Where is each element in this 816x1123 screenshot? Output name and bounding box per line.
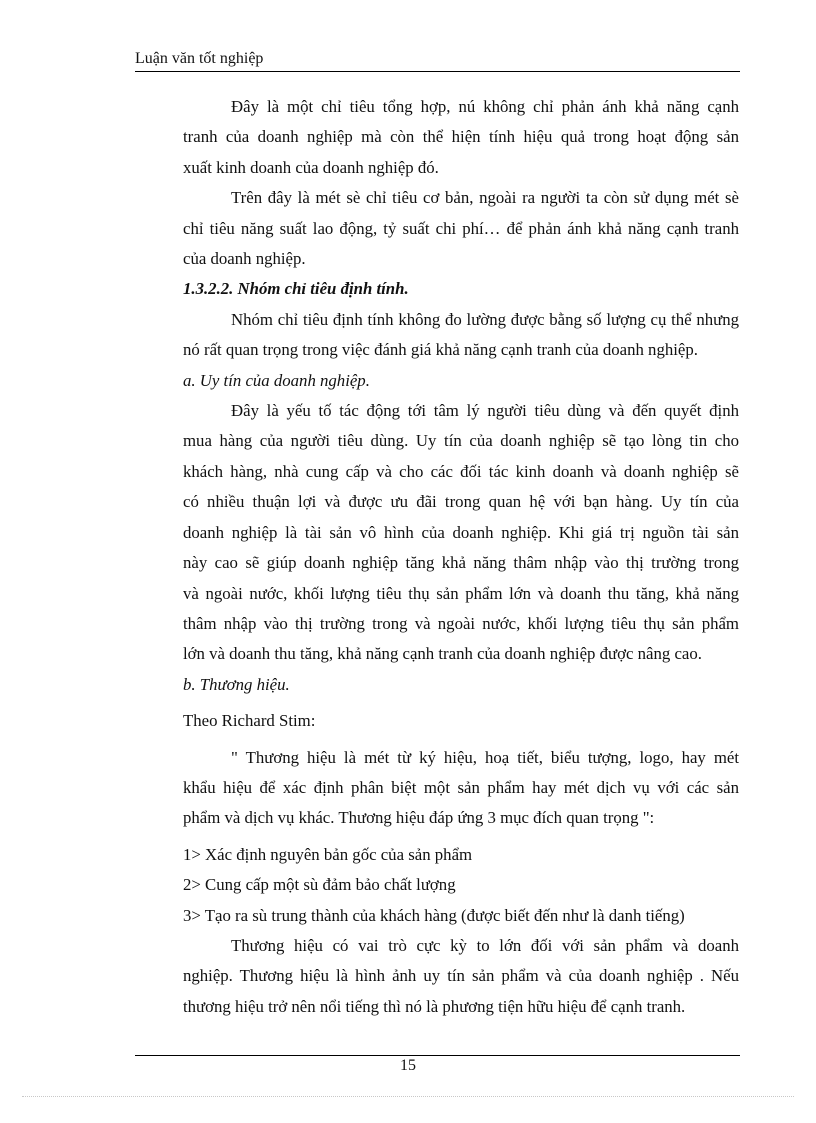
text-line: khách hàng, nhà cung cấp và cho các đối tác kinh doanh và doanh nghiệp sẽ — [183, 461, 739, 481]
text-line: Trên đây là mét sè chỉ tiêu cơ bản, ngoài ra người ta còn sử dụng mét sè — [231, 188, 739, 208]
text-line: khẩu hiệu để xác định phân biệt một sản phẩm hay mét dịch vụ với các sản — [183, 777, 739, 797]
text-line: mua hàng của người tiêu dùng. Uy tín của doanh nghiệp sẽ tạo lòng tin cho — [183, 431, 739, 451]
text-line: Đây là một chỉ tiêu tổng hợp, nú không chỉ phản ánh khả năng cạnh — [231, 97, 739, 116]
text-line: của doanh nghiệp. — [183, 249, 306, 269]
text-line: này cao sẽ giúp doanh nghiệp tăng khả năng thâm nhập vào thị trường trong — [183, 553, 739, 573]
page-number: 15 — [400, 1057, 416, 1074]
text-line: Đây là yếu tố tác động tới tâm lý người tiêu dùng và đến quyết định — [231, 401, 739, 421]
text-line: tranh của doanh nghiệp mà còn thể hiện tính hiệu quả trong hoạt động sản — [183, 127, 739, 147]
text-line: nghiệp. Thương hiệu là hình ảnh uy tín sản phẩm và của doanh nghiệp . Nếu — [183, 966, 739, 986]
paragraph-brand-role — [135, 931, 739, 1022]
quote-attribution: Theo Richard Stim: — [183, 711, 316, 731]
text-line: " Thương hiệu là mét từ ký hiệu, hoạ tiết, biểu tượng, logo, hay mét — [231, 747, 739, 767]
text-line: xuất kinh doanh của doanh nghiệp đó. — [183, 157, 439, 177]
text-line: lớn và doanh thu tăng, khả năng cạnh tranh của doanh nghiệp được nâng cao. — [183, 644, 702, 664]
page-bottom-border — [22, 1096, 794, 1097]
paragraph-brand-definition — [135, 743, 739, 834]
text-line: và ngoài nước, khối lượng tiêu thụ sản phẩm lớn và doanh thu tăng, khả năng — [183, 583, 739, 603]
brand-purposes-list — [135, 840, 739, 931]
text-line: Thương hiệu có vai trò cực kỳ to lớn đối với sản phẩm và doanh — [231, 935, 739, 955]
text-line: phẩm và dịch vụ khác. Thương hiệu đáp ứng 3 mục đích quan trọng ": — [183, 808, 655, 828]
paragraph-summary-indicator — [135, 92, 739, 183]
list-item: 3> Tạo ra sù trung thành của khách hàng (được biết đến như là danh tiếng) — [183, 905, 685, 925]
text-line: Nhóm chỉ tiêu định tính không đo lường được bằng số lượng cụ thể nhưng — [231, 309, 739, 329]
paragraph-other-indicators — [135, 183, 739, 274]
text-line: doanh nghiệp là tài sản vô hình của doanh nghiệp. Khi giá trị nguồn tài sản — [183, 522, 739, 542]
header-divider — [135, 71, 740, 72]
text-line: thâm nhập vào thị trường trong và ngoài nước, khối lượng tiêu thụ sản phẩm — [183, 613, 739, 633]
footer-divider — [135, 1055, 740, 1056]
page-body — [135, 92, 739, 1022]
paragraph-qualitative-intro — [135, 305, 739, 366]
text-line: nó rất quan trọng trong việc đánh giá khả năng cạnh tranh của doanh nghiệp. — [183, 340, 698, 360]
subheading-brand: b. Thương hiệu. — [183, 674, 290, 694]
subheading-reputation: a. Uy tín của doanh nghiệp. — [183, 370, 370, 390]
text-line: thương hiệu trở nên nổi tiếng thì nó là phương tiện hữu hiệu để cạnh tranh. — [183, 996, 686, 1016]
list-item: 1> Xác định nguyên bản gốc của sản phẩm — [183, 844, 473, 864]
running-header: Luận văn tốt nghiệp — [135, 50, 264, 67]
text-line: chỉ tiêu năng suất lao động, tỷ suất chi phí… để phản ánh khả năng cạnh tranh — [183, 218, 739, 238]
text-line: có nhiều thuận lợi và được ưu đãi trong quan hệ với bạn hàng. Uy tín của — [183, 492, 739, 512]
paragraph-reputation — [135, 396, 739, 670]
section-heading-qualitative: 1.3.2.2. Nhóm chỉ tiêu định tính. — [183, 279, 409, 299]
list-item: 2> Cung cấp một sù đảm bảo chất lượng — [183, 875, 456, 895]
